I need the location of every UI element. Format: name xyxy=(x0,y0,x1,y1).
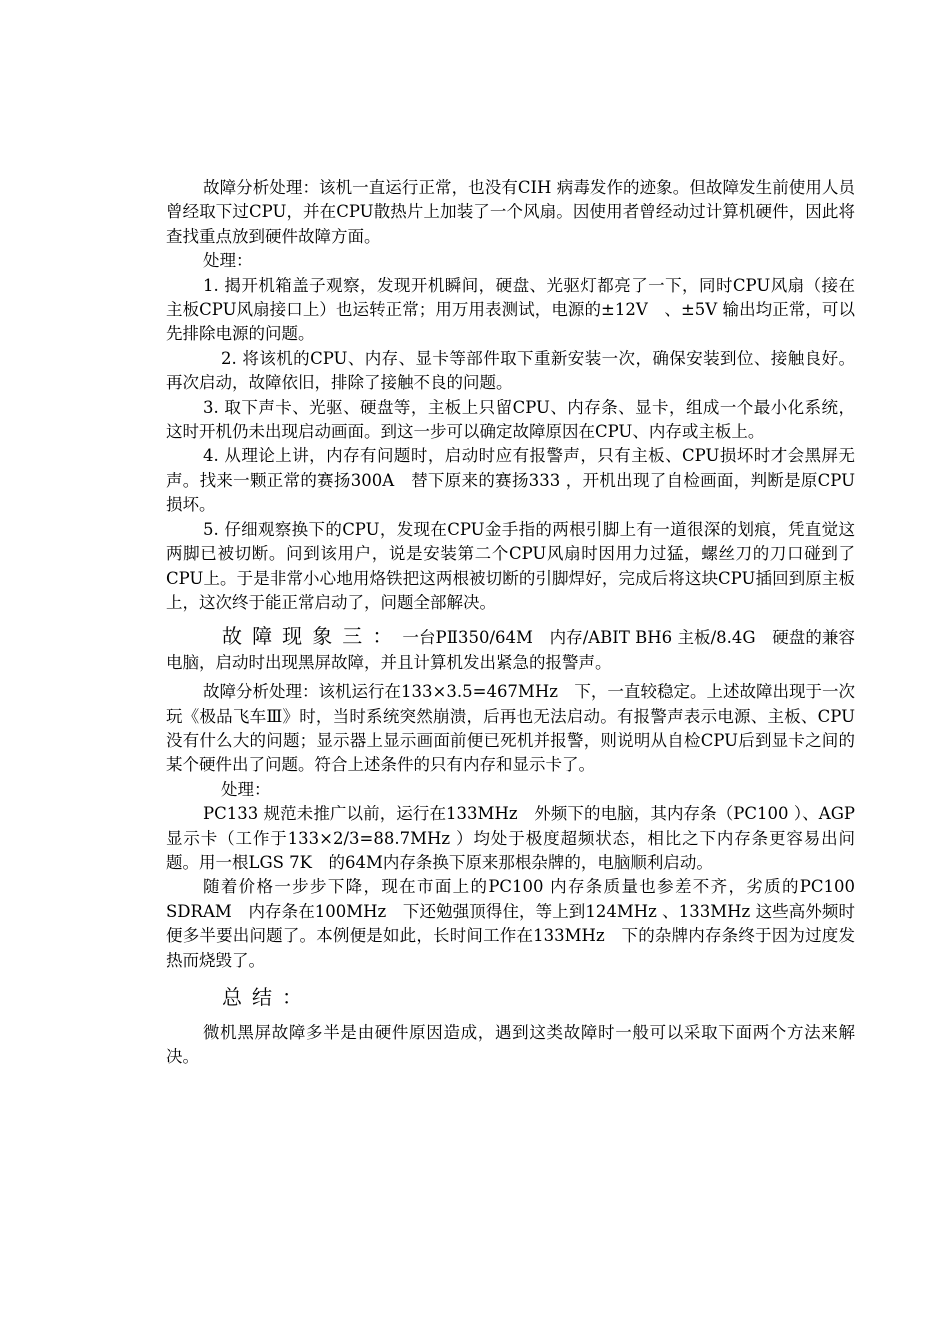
analysis-paragraph: 故障分析处理：该机一直运行正常，也没有CIH 病毒发作的迹象。但故障发生前使用人员曾经取下过CPU，并在CPU散热片上加装了一个风扇。因使用者曾经动过计算机硬件，因此将查找重点放到硬件故障方面。 xyxy=(166,178,855,246)
step-5-paragraph: 5. 仔细观察换下的CPU，发现在CPU金手指的两根引脚上有一道很深的划痕，凭直觉这两脚已被切断。问到该用户，说是安装第二个CPU风扇时因用力过猛，螺丝刀的刀口碰到了CPU上。于是非常小心地用烙铁把这两根被切断的引脚焊好，完成后将这块CPU插回到原主板上，这次终于能正常启动了，问题全部解决。 xyxy=(166,519,855,612)
summary-paragraph: 微机黑屏故障多半是由硬件原因造成，遇到这类故障时一般可以采取下面两个方法来解决。 xyxy=(166,1023,855,1067)
process-label: 处理： xyxy=(203,251,253,271)
section-3-process-label: 处理： xyxy=(221,779,271,799)
summary-heading: 总结： xyxy=(222,985,312,1009)
section-3-heading: 故障现象三： xyxy=(222,624,403,649)
step-1-paragraph: 1. 揭开机箱盖子观察，发现开机瞬间，硬盘、光驱灯都亮了一下，同时CPU风扇（接在主板CPU风扇接口上）也运转正常；用万用表测试，电源的±12V 、±5V 输出均正常，可以先排除电源的问题。 xyxy=(166,275,855,344)
document-body xyxy=(166,176,855,1070)
section-3-intro-text: 一台PⅡ350/64M 内存/ABIT BH6 主板/8.4G 硬盘的兼容电脑，启动时出现黑屏故障，并且计算机发出紧急的报警声。 xyxy=(166,628,855,672)
section-3-process-paragraph: PC133 规范未推广以前，运行在133MHz 外频下的电脑，其内存条（PC100 ）、AGP显示卡（工作于133×2/3=88.7MHz ）均处于极度超频状态，相比之下内存条更容易出问题。用一根LGS 7K 的64M内存条换下原来那根杂牌的，电脑顺利启动。 xyxy=(166,804,855,872)
section-3-price-paragraph: 随着价格一步步下降，现在市面上的PC100 内存条质量也参差不齐，劣质的PC100 SDRAM 内存条在100MHz 下还勉强顶得住，等上到124MHz 、133MHz 这些高外频时便多半要出问题了。本例便是如此，长时间工作在133MHz 下的杂牌内存条终于因为过度发热而烧毁了。 xyxy=(166,877,855,970)
section-3-intro xyxy=(166,624,855,675)
step-4-paragraph: 4. 从理论上讲，内存有问题时，启动时应有报警声，只有主板、CPU损坏时才会黑屏无声。找来一颗正常的赛扬300A 替下原来的赛扬333 ，开机出现了自检画面，判断是原CPU损坏。 xyxy=(166,446,855,515)
step-2-paragraph: 2. 将该机的CPU、内存、显卡等部件取下重新安装一次，确保安装到位、接触良好。再次启动，故障依旧，排除了接触不良的问题。 xyxy=(166,348,855,393)
section-3-analysis-paragraph: 故障分析处理：该机运行在133×3.5=467MHz 下，一直较稳定。上述故障出现于一次玩《极品飞车Ⅲ》时，当时系统突然崩溃，后再也无法启动。有报警声表示电源、主板、CPU没有什么大的问题；显示器上显示画面前便已死机并报警，则说明从自检CPU后到显卡之间的某个硬件出了问题。符合上述条件的只有内存和显示卡了。 xyxy=(166,682,855,775)
step-3-paragraph: 3. 取下声卡、光驱、硬盘等，主板上只留CPU、内存条、显卡，组成一个最小化系统，这时开机仍未出现启动画面。到这一步可以确定故障原因在CPU、内存或主板上。 xyxy=(166,397,855,442)
